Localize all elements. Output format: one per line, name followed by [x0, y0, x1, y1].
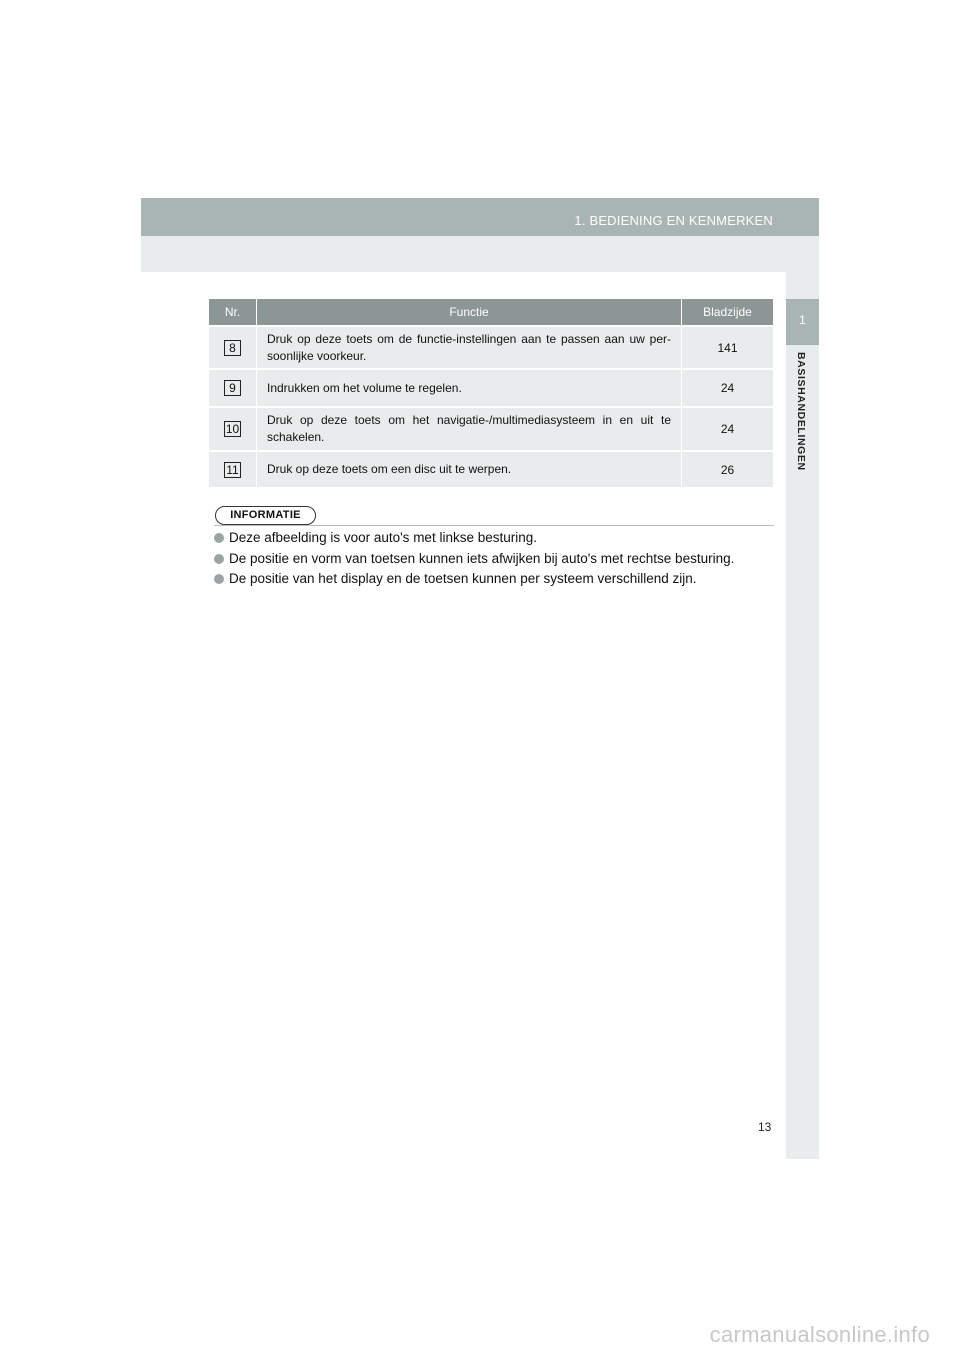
header-page: Bladzijde: [682, 299, 774, 326]
table-row: [209, 369, 773, 407]
row-function: Indrukken om het volume te regelen.: [257, 369, 682, 407]
row-number: 11: [224, 462, 241, 478]
list-item: [213, 569, 773, 589]
row-function: Druk op deze toets om de functie-instellingen aan te passen aan uw per-soonlijke voorkeur.: [257, 326, 682, 369]
row-function: Druk op deze toets om een disc uit te werpen.: [257, 451, 682, 487]
function-table: [209, 299, 773, 487]
list-item-text: Deze afbeelding is voor auto's met linkse besturing.: [229, 530, 537, 545]
row-number: 10: [225, 422, 240, 436]
row-function: Druk op deze toets om het navigatie-/multimediasysteem in en uit te schakelen.: [257, 407, 682, 451]
table-row: [209, 326, 773, 369]
watermark: carmanualsonline.info: [709, 1322, 930, 1347]
row-page: 141: [682, 326, 774, 369]
chapter-number: 1: [799, 313, 806, 327]
header-nr: Nr.: [209, 299, 257, 326]
info-list: [213, 528, 773, 590]
row-number-cell: [209, 369, 257, 407]
row-number: 9: [224, 380, 241, 396]
header-function: Functie: [257, 299, 682, 326]
header-subband: [141, 236, 819, 272]
list-item: [213, 528, 773, 548]
header-band: [141, 198, 819, 236]
row-page: 24: [682, 369, 774, 407]
bullet-icon: [214, 554, 224, 564]
chapter-label-text: BASISHANDELINGEN: [795, 352, 807, 471]
row-page: 24: [682, 407, 774, 451]
table-row: [209, 451, 773, 487]
list-item-text: De positie en vorm van toetsen kunnen iets afwijken bij auto's met rechtse besturing.: [229, 550, 735, 566]
row-number-cell: [209, 326, 257, 369]
row-number-cell: [209, 407, 257, 451]
row-number-cell: [209, 451, 257, 487]
page-number: 13: [758, 1120, 772, 1134]
list-item-text: De positie van het display en de toetsen kunnen per systeem verschillend zijn.: [229, 571, 697, 586]
row-page: 26: [682, 451, 774, 487]
section-title: 1. BEDIENING EN KENMERKEN: [574, 213, 773, 228]
bullet-icon: [214, 574, 224, 584]
list-item: [213, 549, 773, 569]
info-label: INFORMATIE: [215, 506, 316, 525]
bullet-icon: [214, 533, 224, 543]
table-header-row: [209, 299, 773, 326]
chapter-label: [786, 352, 819, 492]
row-number: 8: [224, 340, 241, 356]
chapter-tab[interactable]: [786, 299, 819, 345]
table-row: [209, 407, 773, 451]
info-divider: [214, 525, 774, 526]
